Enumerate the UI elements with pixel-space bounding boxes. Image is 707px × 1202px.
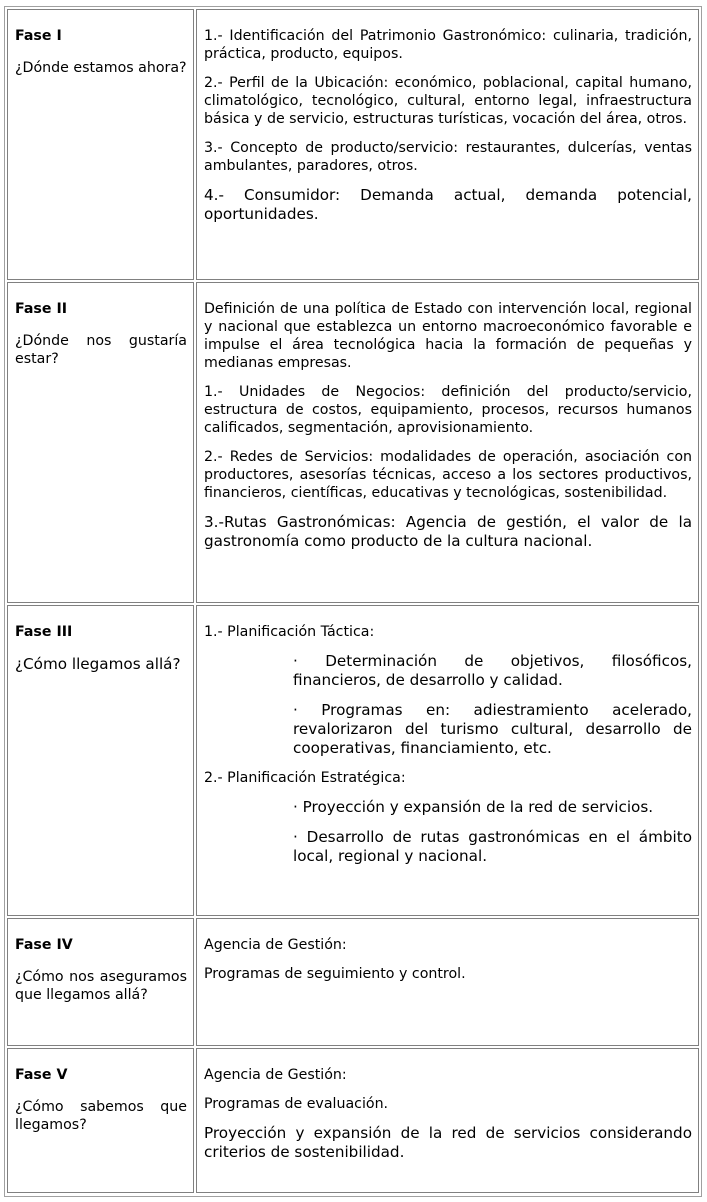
bullet-item: · Determinación de objetivos, filosóficos, financieros, de desarrollo y calidad. <box>293 652 692 689</box>
description-cell <box>196 918 699 1046</box>
phase-label: Fase V <box>15 1067 68 1083</box>
phase-label: Fase II <box>15 301 67 317</box>
phase-cell <box>7 1048 194 1193</box>
phase-question: ¿Cómo llegamos allá? <box>15 655 181 673</box>
paragraph: 1.- Unidades de Negocios: definición del producto/servicio, estructura de costos, equipamiento, procesos, recursos humanos calificados, segmentación, aprovisionamiento. <box>204 384 692 436</box>
paragraph: 3.- Concepto de producto/servicio: restaurantes, dulcerías, ventas ambulantes, paradores, otros. <box>204 140 692 174</box>
phase-label: Fase III <box>15 624 73 640</box>
paragraph: 1.- Identificación del Patrimonio Gastronómico: culinaria, tradición, práctica, producto, equipos. <box>204 28 692 62</box>
paragraph: 3.-Rutas Gastronómicas: Agencia de gestión, el valor de la gastronomía como producto de la cultura nacional. <box>204 513 692 550</box>
paragraph: Agencia de Gestión: <box>204 937 347 953</box>
paragraph: Definición de una política de Estado con intervención local, regional y nacional que establezca un entorno macroeconómico favorable e impulse el área tecnológica hacia la formación de pequeñas y medianas empresas. <box>204 301 692 371</box>
section-heading: 1.- Planificación Táctica: <box>204 624 375 640</box>
table-row <box>7 918 699 1046</box>
bullet-item: · Proyección y expansión de la red de servicios. <box>293 798 654 816</box>
phase-question: ¿Dónde estamos ahora? <box>15 60 187 76</box>
paragraph: Proyección y expansión de la red de servicios considerando criterios de sostenibilidad. <box>204 1124 692 1161</box>
table-row <box>7 282 699 603</box>
description-cell <box>196 9 699 280</box>
paragraph: Programas de seguimiento y control. <box>204 966 466 982</box>
phase-cell <box>7 605 194 916</box>
bullet-item: · Programas en: adiestramiento acelerado, revalorizaron del turismo cultural, desarrollo de cooperativas, financiamiento, etc. <box>293 701 692 757</box>
description-cell <box>196 605 699 916</box>
phase-label: Fase IV <box>15 937 73 953</box>
description-cell <box>196 1048 699 1193</box>
table-row <box>7 9 699 280</box>
paragraph: 4.- Consumidor: Demanda actual, demanda potencial, oportunidades. <box>204 186 692 223</box>
bullet-item: · Desarrollo de rutas gastronómicas en el ámbito local, regional y nacional. <box>293 828 692 865</box>
phase-question: ¿Cómo nos aseguramos que llegamos allá? <box>15 969 187 1003</box>
phase-question: ¿Dónde nos gustaría estar? <box>15 333 187 367</box>
paragraph: 2.- Perfil de la Ubicación: económico, poblacional, capital humano, climatológico, tecnológico, cultural, entorno legal, infraestructura básica y de servicio, estructuras turísticas, vocación del área, otros. <box>204 75 692 127</box>
phase-question: ¿Cómo sabemos que llegamos? <box>15 1099 187 1133</box>
phase-cell <box>7 282 194 603</box>
phase-cell <box>7 918 194 1046</box>
paragraph: Programas de evaluación. <box>204 1096 389 1112</box>
phases-table <box>4 6 702 1197</box>
table-row <box>7 1048 699 1193</box>
paragraph: Agencia de Gestión: <box>204 1067 347 1083</box>
table-row <box>7 605 699 916</box>
paragraph: 2.- Redes de Servicios: modalidades de operación, asociación con productores, asesorías técnicas, acceso a los sectores productivos, financieros, científicas, educativas y tecnológicas, sostenibilidad. <box>204 449 692 501</box>
phase-label: Fase I <box>15 28 62 44</box>
description-cell <box>196 282 699 603</box>
section-heading: 2.- Planificación Estratégica: <box>204 770 406 786</box>
phase-cell <box>7 9 194 280</box>
